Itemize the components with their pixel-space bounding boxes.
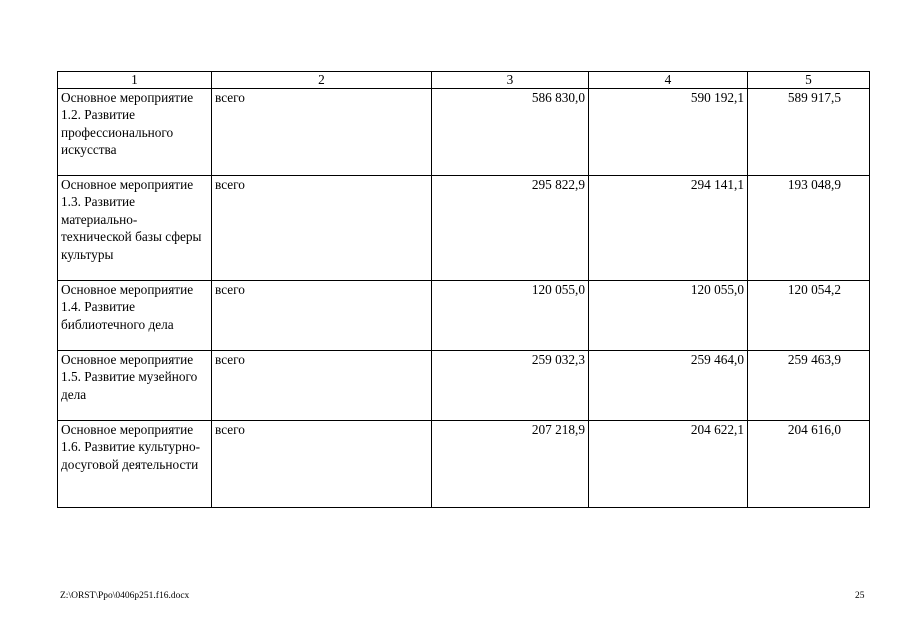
value-col3-cell: 207 218,9 — [432, 421, 589, 508]
column-header-4: 4 — [589, 72, 748, 89]
total-label-cell: всего — [212, 281, 432, 351]
total-label-cell: всего — [212, 89, 432, 176]
total-label-cell: всего — [212, 421, 432, 508]
measure-name-cell: Основное мероприятие 1.4. Развитие библиотечного дела — [58, 281, 212, 351]
value-col5-cell: 589 917,5 — [748, 89, 870, 176]
value-col3-cell: 259 032,3 — [432, 351, 589, 421]
measure-name-cell: Основное мероприятие 1.6. Развитие культурно-досуговой деятельности — [58, 421, 212, 508]
footer-page-number: 25 — [855, 591, 865, 601]
table-row — [58, 281, 870, 351]
table-row — [58, 351, 870, 421]
value-col4-cell: 259 464,0 — [589, 351, 748, 421]
value-col4-cell: 120 055,0 — [589, 281, 748, 351]
measure-name-cell: Основное мероприятие 1.2. Развитие профессионального искусства — [58, 89, 212, 176]
footer-file-path: Z:\ORST\Ppo\0406p251.f16.docx — [60, 591, 190, 601]
table-header-row — [58, 72, 870, 89]
value-col5-cell: 120 054,2 — [748, 281, 870, 351]
value-col5-cell: 193 048,9 — [748, 176, 870, 281]
total-label-cell: всего — [212, 176, 432, 281]
measure-name-cell: Основное мероприятие 1.5. Развитие музейного дела — [58, 351, 212, 421]
column-header-3: 3 — [432, 72, 589, 89]
table-row — [58, 421, 870, 508]
value-col3-cell: 120 055,0 — [432, 281, 589, 351]
table-row — [58, 176, 870, 281]
measure-name-cell: Основное мероприятие 1.3. Развитие материально-технической базы сферы культуры — [58, 176, 212, 281]
value-col3-cell: 295 822,9 — [432, 176, 589, 281]
value-col3-cell: 586 830,0 — [432, 89, 589, 176]
funding-table — [57, 71, 870, 508]
table-row — [58, 89, 870, 176]
column-header-2: 2 — [212, 72, 432, 89]
total-label-cell: всего — [212, 351, 432, 421]
column-header-1: 1 — [58, 72, 212, 89]
value-col4-cell: 294 141,1 — [589, 176, 748, 281]
value-col4-cell: 590 192,1 — [589, 89, 748, 176]
value-col5-cell: 204 616,0 — [748, 421, 870, 508]
column-header-5: 5 — [748, 72, 870, 89]
value-col4-cell: 204 622,1 — [589, 421, 748, 508]
value-col5-cell: 259 463,9 — [748, 351, 870, 421]
